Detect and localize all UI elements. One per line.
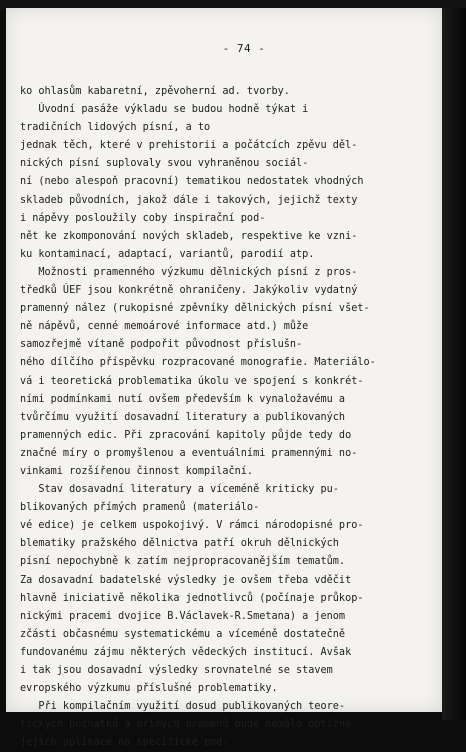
text-line: Při kompilačním využití dosud publikovaných teore- (20, 701, 346, 713)
text-line: ného dílčího příspěvku rozpracované monografie. Materiálo- (20, 357, 376, 369)
text-line: samozřejmě vítaně podpořit původnost příslušn- (20, 339, 303, 351)
text-line: ně nápěvů, cenné memoárové informace atd.) může (20, 321, 309, 333)
text-line: skladeb původních, jakož dále i takových, jejichž texty (20, 194, 358, 206)
binding-shadow (442, 8, 466, 720)
text-line: ními podmínkami nutí ovšem především k vynaložavému a (20, 393, 346, 405)
text-line: vinkami rozšířenou činnost kompilační. (20, 465, 254, 477)
text-line: Úvodní pasáže výkladu se budou hodně týkat i (20, 104, 309, 116)
text-line: tvůrčímu využití dosavadní literatury a publikovaných (20, 411, 346, 423)
text-line: i tak jsou dosavadní výsledky srovnatelné se stavem (20, 665, 333, 676)
text-line: Stav dosavadní literatury a víceméně kriticky pu- (20, 484, 339, 496)
text-line: i nápěvy posloužily coby inspirační pod- (20, 212, 266, 224)
text-line: značné míry o promyšlenou a eventuálními pramennými no- (20, 447, 358, 459)
text-line: pramenný nález (rukopisné zpěvníky dělnických písní všet- (20, 303, 370, 315)
text-line: jednak těch, které v prehistorii a počátcích zpěvu děl- (20, 140, 358, 152)
text-line: blematiky pražského dělnictva patří okruh dělnických (20, 538, 339, 550)
text-line: vé edice) je celkem uspokojivý. V rámci národopisné pro- (20, 520, 364, 532)
body-text (20, 83, 380, 752)
page-number: - 74 - (222, 42, 266, 55)
text-line: nickými pracemi dvojice B.Václavek-R.Smetana) a jenom (20, 610, 346, 622)
text-line: tických poznatků a přímých pramenů bude nemálo obtížné (20, 719, 352, 731)
text-line: zčásti občasnému systematickému a víceméně dostatečně (20, 628, 346, 640)
text-line: fundovanému zájmu některých vědeckých institucí. Avšak (20, 646, 352, 658)
text-line: vá i teoretická problematika úkolu ve spojení s konkrét- (20, 375, 364, 387)
text-line: písní nepochybně k zatím nejpropracovanějším tematům. (20, 556, 346, 568)
text-line: blikovaných přímých pramenů (materiálo- (20, 502, 260, 514)
text-line: tředků ÚEF jsou konkrétně ohraničeny. Jakýkoliv vydatný (20, 285, 358, 297)
text-line: evropského výzkumu příslušné problematiky. (20, 683, 278, 695)
text-line: jejich aplikace na specifické pod- (20, 737, 229, 749)
text-line: ku kontaminací, adaptací, variantů, parodií atp. (20, 248, 315, 260)
text-line: Možnosti pramenného výzkumu dělnických písní z pros- (20, 266, 358, 278)
text-line: hlavně iniciativě několika jednotlivců (počínaje průkop- (20, 592, 364, 604)
text-line: Za dosavadní badatelské výsledky je ovšem třeba vděčit (20, 574, 352, 586)
text-line: nických písní suplovaly svou vyhraněnou sociál- (20, 158, 309, 170)
document-page (6, 8, 442, 749)
text-line: ní (nebo alespoň pracovní) tematikou nedostatek vhodných (20, 176, 364, 188)
text-line: pramenných edic. Při zpracování kapitoly půjde tedy do (20, 429, 352, 441)
text-line: ko ohlasům kabaretní, zpěvoherní ad. tvorby. (20, 86, 290, 97)
text-line: tradičních lidových písní, a to (20, 122, 211, 134)
text-line: nět ke zkomponování nových skladeb, respektive ke vzni- (20, 230, 358, 242)
